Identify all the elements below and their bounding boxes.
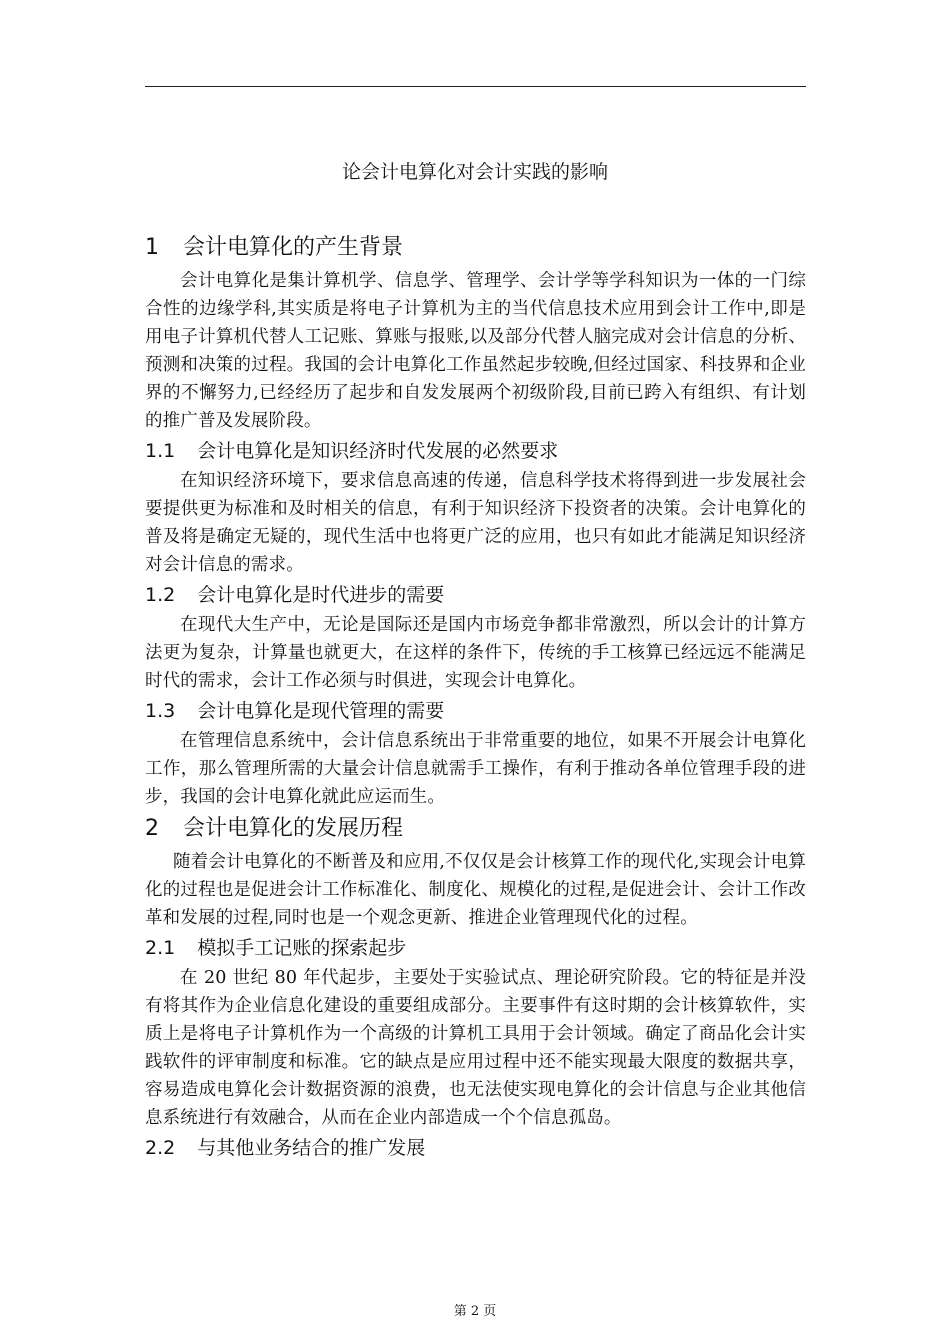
section-number: 2 [145, 816, 159, 841]
section-heading [145, 232, 806, 264]
paragraph: 随着会计电算化的不断普及和应用,不仅仅是会计核算工作的现代化,实现会计电算化的过程也是促进会计工作标准化、制度化、规模化的过程,是促进会计、会计工作改革和发展的过程,同时也是一个观念更新、推进企业管理现代化的过程。 [145, 852, 806, 928]
section-heading [145, 813, 806, 845]
subsection-number: 1.3 [145, 700, 176, 722]
subsection-heading [145, 581, 806, 609]
paragraph: 在 20 世纪 80 年代起步，主要处于实验试点、理论研究阶段。它的特征是并没有将其作为企业信息化建设的重要组成部分。主要事件有这时期的会计核算软件，实质上是将电子计算机作为一个高级的计算机工具用于会计领域。确定了商品化会计实践软件的评审制度和标准。它的缺点是应用过程中还不能实现最大限度的数据共享，容易造成电算化会计数据资源的浪费，也无法使实现电算化的会计信息与企业其他信息系统进行有效融合，从而在企业内部造成一个个信息孤岛。 [145, 968, 806, 1128]
subsection-number: 1.1 [145, 440, 176, 462]
paragraph: 在管理信息系统中，会计信息系统出于非常重要的地位，如果不开展会计电算化工作，那么管理所需的大量会计信息就需手工操作，有利于推动各单位管理手段的进步，我国的会计电算化就此应运而生。 [145, 731, 806, 807]
section-title: 会计电算化的发展历程 [183, 816, 404, 841]
subsection-number: 1.2 [145, 584, 176, 606]
subsection-title: 会计电算化是知识经济时代发展的必然要求 [197, 440, 559, 462]
subsection-heading [145, 934, 806, 962]
subsection-title: 会计电算化是现代管理的需要 [197, 700, 445, 722]
subsection-title: 会计电算化是时代进步的需要 [197, 584, 445, 606]
paragraph: 会计电算化是集计算机学、信息学、管理学、会计学等学科知识为一体的一门综合性的边缘学科,其实质是将电子计算机为主的当代信息技术应用到会计工作中,即是用电子计算机代替人工记账、算账与报账,以及部分代替人脑完成对会计信息的分析、预测和决策的过程。我国的会计电算化工作虽然起步较晚,但经过国家、科技界和企业界的不懈努力,已经经历了起步和自发发展两个初级阶段,目前已跨入有组织、有计划的推广普及发展阶段。 [145, 271, 806, 431]
subsection-title: 模拟手工记账的探索起步 [197, 937, 407, 959]
page-title: 论会计电算化对会计实践的影响 [341, 161, 608, 183]
subsection-heading [145, 1134, 806, 1162]
paragraph: 在知识经济环境下，要求信息高速的传递，信息科学技术将得到进一步发展社会要提供更为标准和及时相关的信息，有利于知识经济下投资者的决策。会计电算化的普及将是确定无疑的，现代生活中也将更广泛的应用，也只有如此才能满足知识经济对会计信息的需求。 [145, 471, 806, 575]
subsection-number: 2.2 [145, 1137, 176, 1159]
section-number: 1 [145, 235, 159, 260]
subsection-number: 2.1 [145, 937, 176, 959]
page-number: 第 2 页 [453, 1304, 497, 1319]
section-title: 会计电算化的产生背景 [183, 235, 404, 260]
subsection-title: 与其他业务结合的推广发展 [197, 1137, 426, 1159]
subsection-heading [145, 437, 806, 465]
document-body [145, 232, 806, 1164]
header-rule [145, 86, 806, 87]
paragraph: 在现代大生产中，无论是国际还是国内市场竞争都非常激烈，所以会计的计算方法更为复杂，计算量也就更大，在这样的条件下，传统的手工核算已经远远不能满足时代的需求，会计工作必须与时俱进，实现会计电算化。 [145, 615, 806, 691]
subsection-heading [145, 697, 806, 725]
